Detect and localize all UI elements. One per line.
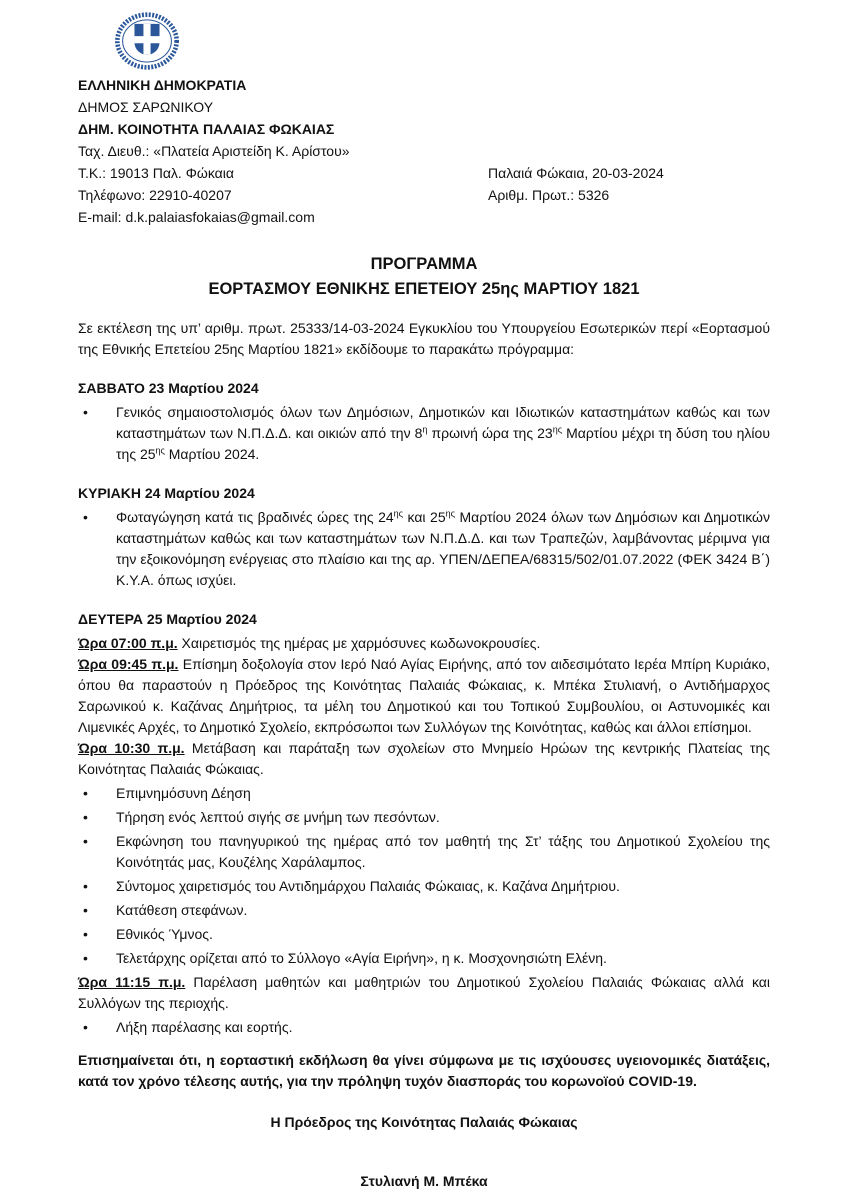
document-title — [78, 252, 770, 302]
text-run: και 25 — [403, 509, 446, 525]
bullet-item — [78, 783, 770, 804]
bullet-text: Επιμνημόσυνη Δέηση — [116, 785, 251, 801]
signature-title: Η Πρόεδρος της Κοινότητας Παλαιάς Φώκαιας — [270, 1114, 578, 1130]
superscript: ης — [155, 445, 165, 456]
bullet-text — [116, 402, 770, 465]
time-text: Επίσημη δοξολογία στον Ιερό Ναό Αγίας Ειρήνης, από τον αιδεσιμότατο Ιερέα Μπίρη Κυριάκο, όπου θα παραστούν η Πρόεδρος της Κοινότητας Παλαιάς Φώκαιας, κ. Μπέκα Στυλιανή, ο Αντιδήμαρχος Σαρωνικού κ. Καζάνας Δημήτριος, τα μέλη του Δημοτικού και του Τοπικού Συμβουλίου, οι Αστυνομικές και Λιμενικές Αρχές, το Δημοτικό Σχολείο, εκπρόσωποι των Συλλόγων της Κοινότητας, καθώς και άλλοι επίσημοι. — [78, 656, 770, 735]
bullet-item — [78, 948, 770, 969]
covid-notice: Επισημαίνεται ότι, η εορταστική εκδήλωση θα γίνει σύμφωνα με τις ισχύουσες υγειονομικές διατάξεις, κατά τον χρόνο τέλεσης αυτής, για την πρόληψη τυχόν διασποράς του κορωνοϊού COVID-19. — [78, 1052, 770, 1089]
title-line-2: ΕΟΡΤΑΣΜΟΥ ΕΘΝΙΚΗΣ ΕΠΕΤΕΙΟΥ 25ης ΜΑΡΤΙΟΥ 1821 — [208, 280, 640, 298]
bullet-item — [78, 876, 770, 897]
time-entry — [78, 654, 770, 738]
bullet-text: Λήξη παρέλασης και εορτής. — [116, 1019, 293, 1035]
time-text: Παρέλαση μαθητών και μαθητριών του Δημοτικού Σχολείου Παλαιάς Φώκαιας αλλά και Συλλόγων της περιοχής. — [78, 974, 771, 1011]
bullet-text: Τελετάρχης ορίζεται από το Σύλλογο «Αγία Ειρήνη», η κ. Μοσχονησιώτη Ελένη. — [116, 950, 607, 966]
section-heading: ΚΥΡΙΑΚΗ 24 Μαρτίου 2024 — [78, 485, 255, 501]
text-run: Γενικός σημαιοστολισμός όλων των Δημόσιων, Δημοτικών και Ιδιωτικών καταστημάτων καθώς και των καταστημάτων των Ν.Π.Δ.Δ. και οικιών από την 8 — [116, 404, 770, 441]
section-heading: ΣΑΒΒΑΤΟ 23 Μαρτίου 2024 — [78, 380, 259, 396]
bullet-text: Σύντομος χαιρετισμός του Αντιδημάρχου Παλαιάς Φώκαιας, κ. Καζάνα Δημήτριου. — [116, 878, 620, 894]
section-heading: ΔΕΥΤΕΡΑ 25 Μαρτίου 2024 — [78, 611, 257, 627]
time-label: Ώρα 07:00 π.μ. — [78, 635, 178, 651]
bullet-icon: • — [83, 785, 88, 801]
phone-row — [78, 184, 770, 206]
municipality-line: ΔΗΜΟΣ ΣΑΡΩΝΙΚΟΥ — [78, 99, 214, 115]
time-label: Ώρα 11:15 π.μ. — [78, 974, 186, 990]
place-date: Παλαιά Φώκαια, 20-03-2024 — [488, 165, 664, 181]
bullet-text: Εθνικός Ύμνος. — [116, 926, 213, 942]
bullet-item — [78, 924, 770, 945]
superscript: ης — [393, 508, 404, 519]
superscript: η — [422, 424, 428, 435]
superscript: ης — [445, 508, 455, 519]
bullet-icon: • — [83, 833, 88, 849]
email-line: E-mail: d.k.palaiasfokaias@gmail.com — [78, 209, 315, 225]
time-entry — [78, 738, 770, 780]
signature-name: Στυλιανή Μ. Μπέκα — [360, 1173, 488, 1189]
time-text: Μετάβαση και παράταξη των σχολείων στο Μνημείο Ηρώων της κεντρικής Πλατείας της Κοινότητας Παλαιάς Φώκαιας. — [78, 740, 770, 777]
republic-line: ΕΛΛΗΝΙΚΗ ΔΗΜΟΚΡΑΤΙΑ — [78, 77, 247, 93]
time-label: Ώρα 10:30 π.μ. — [78, 740, 185, 756]
bullet-item — [78, 900, 770, 921]
postal-line: Τ.Κ.: 19013 Παλ. Φώκαια — [78, 165, 234, 181]
text-run: Φωταγώγηση κατά τις βραδινές ώρες της 24 — [116, 509, 394, 525]
postal-row — [78, 162, 770, 184]
time-entry — [78, 972, 770, 1014]
title-line-1: ΠΡΟΓΡΑΜΜΑ — [370, 255, 478, 273]
bullet-icon: • — [83, 509, 88, 525]
text-run: πρωινή ώρα της 23 — [427, 425, 553, 441]
protocol-number: Αριθμ. Πρωτ.: 5326 — [488, 187, 610, 203]
intro-paragraph: Σε εκτέλεση της υπ’ αριθμ. πρωτ. 25333/14-03-2024 Εγκυκλίου του Υπουργείου Εσωτερικών περί «Εορτασμού της Εθνικής Επετείου 25ης Μαρτίου 1821» εκδίδουμε το παρακάτω πρόγραμμα: — [78, 320, 770, 357]
bullet-item — [78, 831, 770, 873]
bullet-item — [78, 402, 770, 465]
bullet-icon: • — [83, 950, 88, 966]
community-line: ΔΗΜ. ΚΟΙΝΟΤΗΤΑ ΠΑΛΑΙΑΣ ΦΩΚΑΙΑΣ — [78, 121, 335, 137]
bullet-item — [78, 807, 770, 828]
text-run: Μαρτίου μέχρι τη δύση του ηλίου της 25 — [116, 425, 770, 462]
bullet-icon: • — [83, 404, 88, 420]
letterhead — [78, 12, 770, 228]
phone-line: Τηλέφωνο: 22910-40207 — [78, 187, 232, 203]
bullet-text: Τήρηση ενός λεπτού σιγής σε μνήμη των πεσόντων. — [116, 809, 440, 825]
bullet-text — [116, 507, 770, 591]
bullet-icon: • — [83, 926, 88, 942]
time-text: Χαιρετισμός της ημέρας με χαρμόσυνες κωδωνοκρουσίες. — [177, 635, 541, 651]
schedule — [78, 378, 770, 1038]
text-run: Μαρτίου 2024 όλων των Δημόσιων και Δημοτικών καταστημάτων καθώς και των καταστημάτων των Ν.Π.Δ.Δ. και των Τραπεζών, λαμβάνοντας μέριμνα για την εξοικονόμηση ενέργειας στο πλαίσιο και της αρ. ΥΠΕΝ/ΔΕΠΕΑ/68315/502/01.07.2022 (ΦΕΚ 3424 Β΄) Κ.Υ.Α. όπως ισχύει. — [116, 509, 770, 588]
bullet-item — [78, 1017, 770, 1038]
bullet-text: Εκφώνηση του πανηγυρικού της ημέρας από τον μαθητή της Στ’ τάξης του Δημοτικού Σχολείου της Κοινότητάς μας, Κουζέλης Χαράλαμπος. — [116, 833, 770, 870]
bullet-icon: • — [83, 902, 88, 918]
bullet-item — [78, 507, 770, 591]
bullet-icon: • — [83, 809, 88, 825]
time-entry — [78, 633, 770, 654]
time-label: Ώρα 09:45 π.μ. — [78, 656, 179, 672]
bullet-icon: • — [83, 1019, 88, 1035]
bullet-icon: • — [83, 878, 88, 894]
address-line: Ταχ. Διευθ.: «Πλατεία Αριστείδη Κ. Αρίστου» — [78, 143, 350, 159]
text-run: Μαρτίου 2024. — [164, 446, 260, 462]
bullet-text: Κατάθεση στεφάνων. — [116, 902, 248, 918]
greek-coat-of-arms-icon — [114, 12, 180, 70]
superscript: ης — [552, 424, 563, 435]
